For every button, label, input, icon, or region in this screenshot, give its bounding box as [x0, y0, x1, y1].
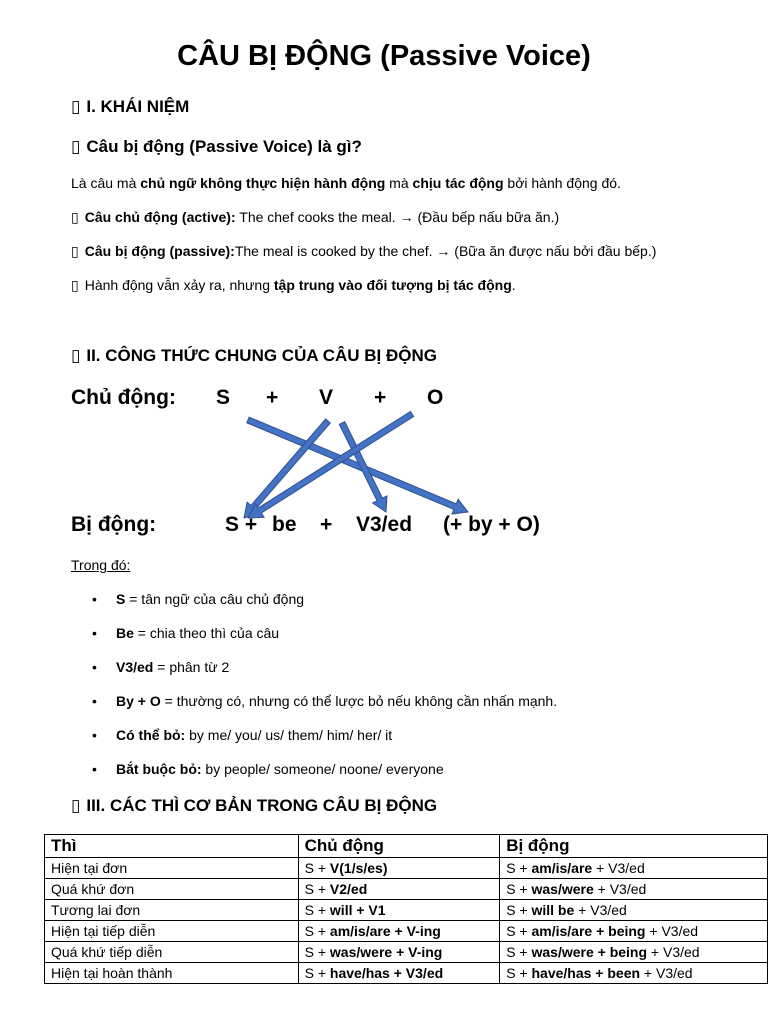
tense-cell: Quá khứ đơn: [45, 879, 299, 900]
tense-table: [44, 834, 768, 984]
list-item: • Be = chia theo thì của câu: [92, 622, 557, 656]
tense-cell: Tương lai đơn: [45, 900, 299, 921]
active-formula-label: Chủ động:: [71, 386, 176, 409]
passive-cell: S + am/is/are + being + V3/ed: [500, 921, 768, 942]
table-row: [45, 879, 768, 900]
tense-cell: Quá khứ tiếp diễn: [45, 942, 299, 963]
note-line: ▯ Hành động vẫn xảy ra, nhưng tập trung vào đối tượng bị tác động.: [71, 277, 516, 294]
active-example: ▯ Câu chủ động (active): The chef cooks the meal. → (Đầu bếp nấu bữa ăn.): [71, 209, 560, 226]
active-cell: S + will + V1: [298, 900, 500, 921]
active-formula-plus-1: +: [266, 386, 279, 409]
header-passive: Bị động: [500, 835, 768, 858]
missing-glyph-icon: ▯: [71, 137, 81, 157]
missing-glyph-icon: ▯: [71, 210, 79, 226]
table-row: [45, 963, 768, 984]
active-cell: S + am/is/are + V-ing: [298, 921, 500, 942]
passive-cell: S + have/has + been + V3/ed: [500, 963, 768, 984]
table-row: [45, 921, 768, 942]
definition-line: Là câu mà chủ ngữ không thực hiện hành động mà chịu tác động bởi hành động đó.: [71, 175, 621, 191]
passive-formula-plus: +: [320, 513, 333, 536]
missing-glyph-icon: ▯: [71, 97, 81, 117]
table-row: [45, 942, 768, 963]
list-item: • S = tân ngữ của câu chủ động: [92, 588, 557, 622]
tense-cell: Hiện tại tiếp diễn: [45, 921, 299, 942]
list-item: • V3/ed = phân từ 2: [92, 656, 557, 690]
question-text: Câu bị động (Passive Voice) là gì?: [86, 137, 362, 156]
where-label: Trong đó:: [71, 557, 131, 573]
passive-formula-v3: V3/ed: [356, 513, 413, 536]
active-formula-v: V: [319, 386, 334, 409]
section-3-heading: [71, 796, 437, 816]
tense-cell: Hiện tại đơn: [45, 858, 299, 879]
missing-glyph-icon: ▯: [71, 278, 79, 294]
missing-glyph-icon: ▯: [71, 346, 81, 366]
tense-cell: Hiện tại hoàn thành: [45, 963, 299, 984]
passive-example: ▯ Câu bị động (passive):The meal is cooked by the chef. → (Bữa ăn được nấu bởi đầu bếp.): [71, 243, 657, 260]
active-cell: S + V2/ed: [298, 879, 500, 900]
active-cell: S + have/has + V3/ed: [298, 963, 500, 984]
missing-glyph-icon: ▯: [71, 244, 79, 260]
active-formula-s: S: [216, 386, 231, 409]
header-tense: Thì: [45, 835, 299, 858]
passive-formula-s: S +: [225, 513, 258, 536]
page-title: CÂU BỊ ĐỘNG (Passive Voice): [177, 40, 591, 72]
passive-formula-be: be: [272, 513, 297, 536]
passive-cell: S + was/were + being + V3/ed: [500, 942, 768, 963]
table-row: [45, 858, 768, 879]
header-active: Chủ động: [298, 835, 500, 858]
section-3-heading-text: III. CÁC THÌ CƠ BẢN TRONG CÂU BỊ ĐỘNG: [86, 796, 438, 815]
table-row: [45, 900, 768, 921]
passive-cell: S + will be + V3/ed: [500, 900, 768, 921]
section-2-heading-text: II. CÔNG THỨC CHUNG CỦA CÂU BỊ ĐỘNG: [86, 346, 437, 365]
list-item: • Bắt buộc bỏ: by people/ someone/ noone/ everyone: [92, 758, 557, 792]
section-1-heading-text: I. KHÁI NIỆM: [86, 97, 190, 116]
definition-list: [92, 588, 557, 792]
active-formula-o: O: [427, 386, 444, 409]
passive-formula-label: Bị động:: [71, 513, 157, 536]
list-item: • By + O = thường có, nhưng có thể lược bỏ nếu không cần nhấn mạnh.: [92, 690, 557, 724]
passive-formula-by: (+ by + O): [443, 513, 540, 536]
passive-cell: S + was/were + V3/ed: [500, 879, 768, 900]
active-formula-plus-2: +: [374, 386, 387, 409]
missing-glyph-icon: ▯: [71, 796, 81, 816]
passive-cell: S + am/is/are + V3/ed: [500, 858, 768, 879]
list-item: • Có thể bỏ: by me/ you/ us/ them/ him/ her/ it: [92, 724, 557, 758]
table-header-row: [45, 835, 768, 858]
active-cell: S + was/were + V-ing: [298, 942, 500, 963]
active-cell: S + V(1/s/es): [298, 858, 500, 879]
